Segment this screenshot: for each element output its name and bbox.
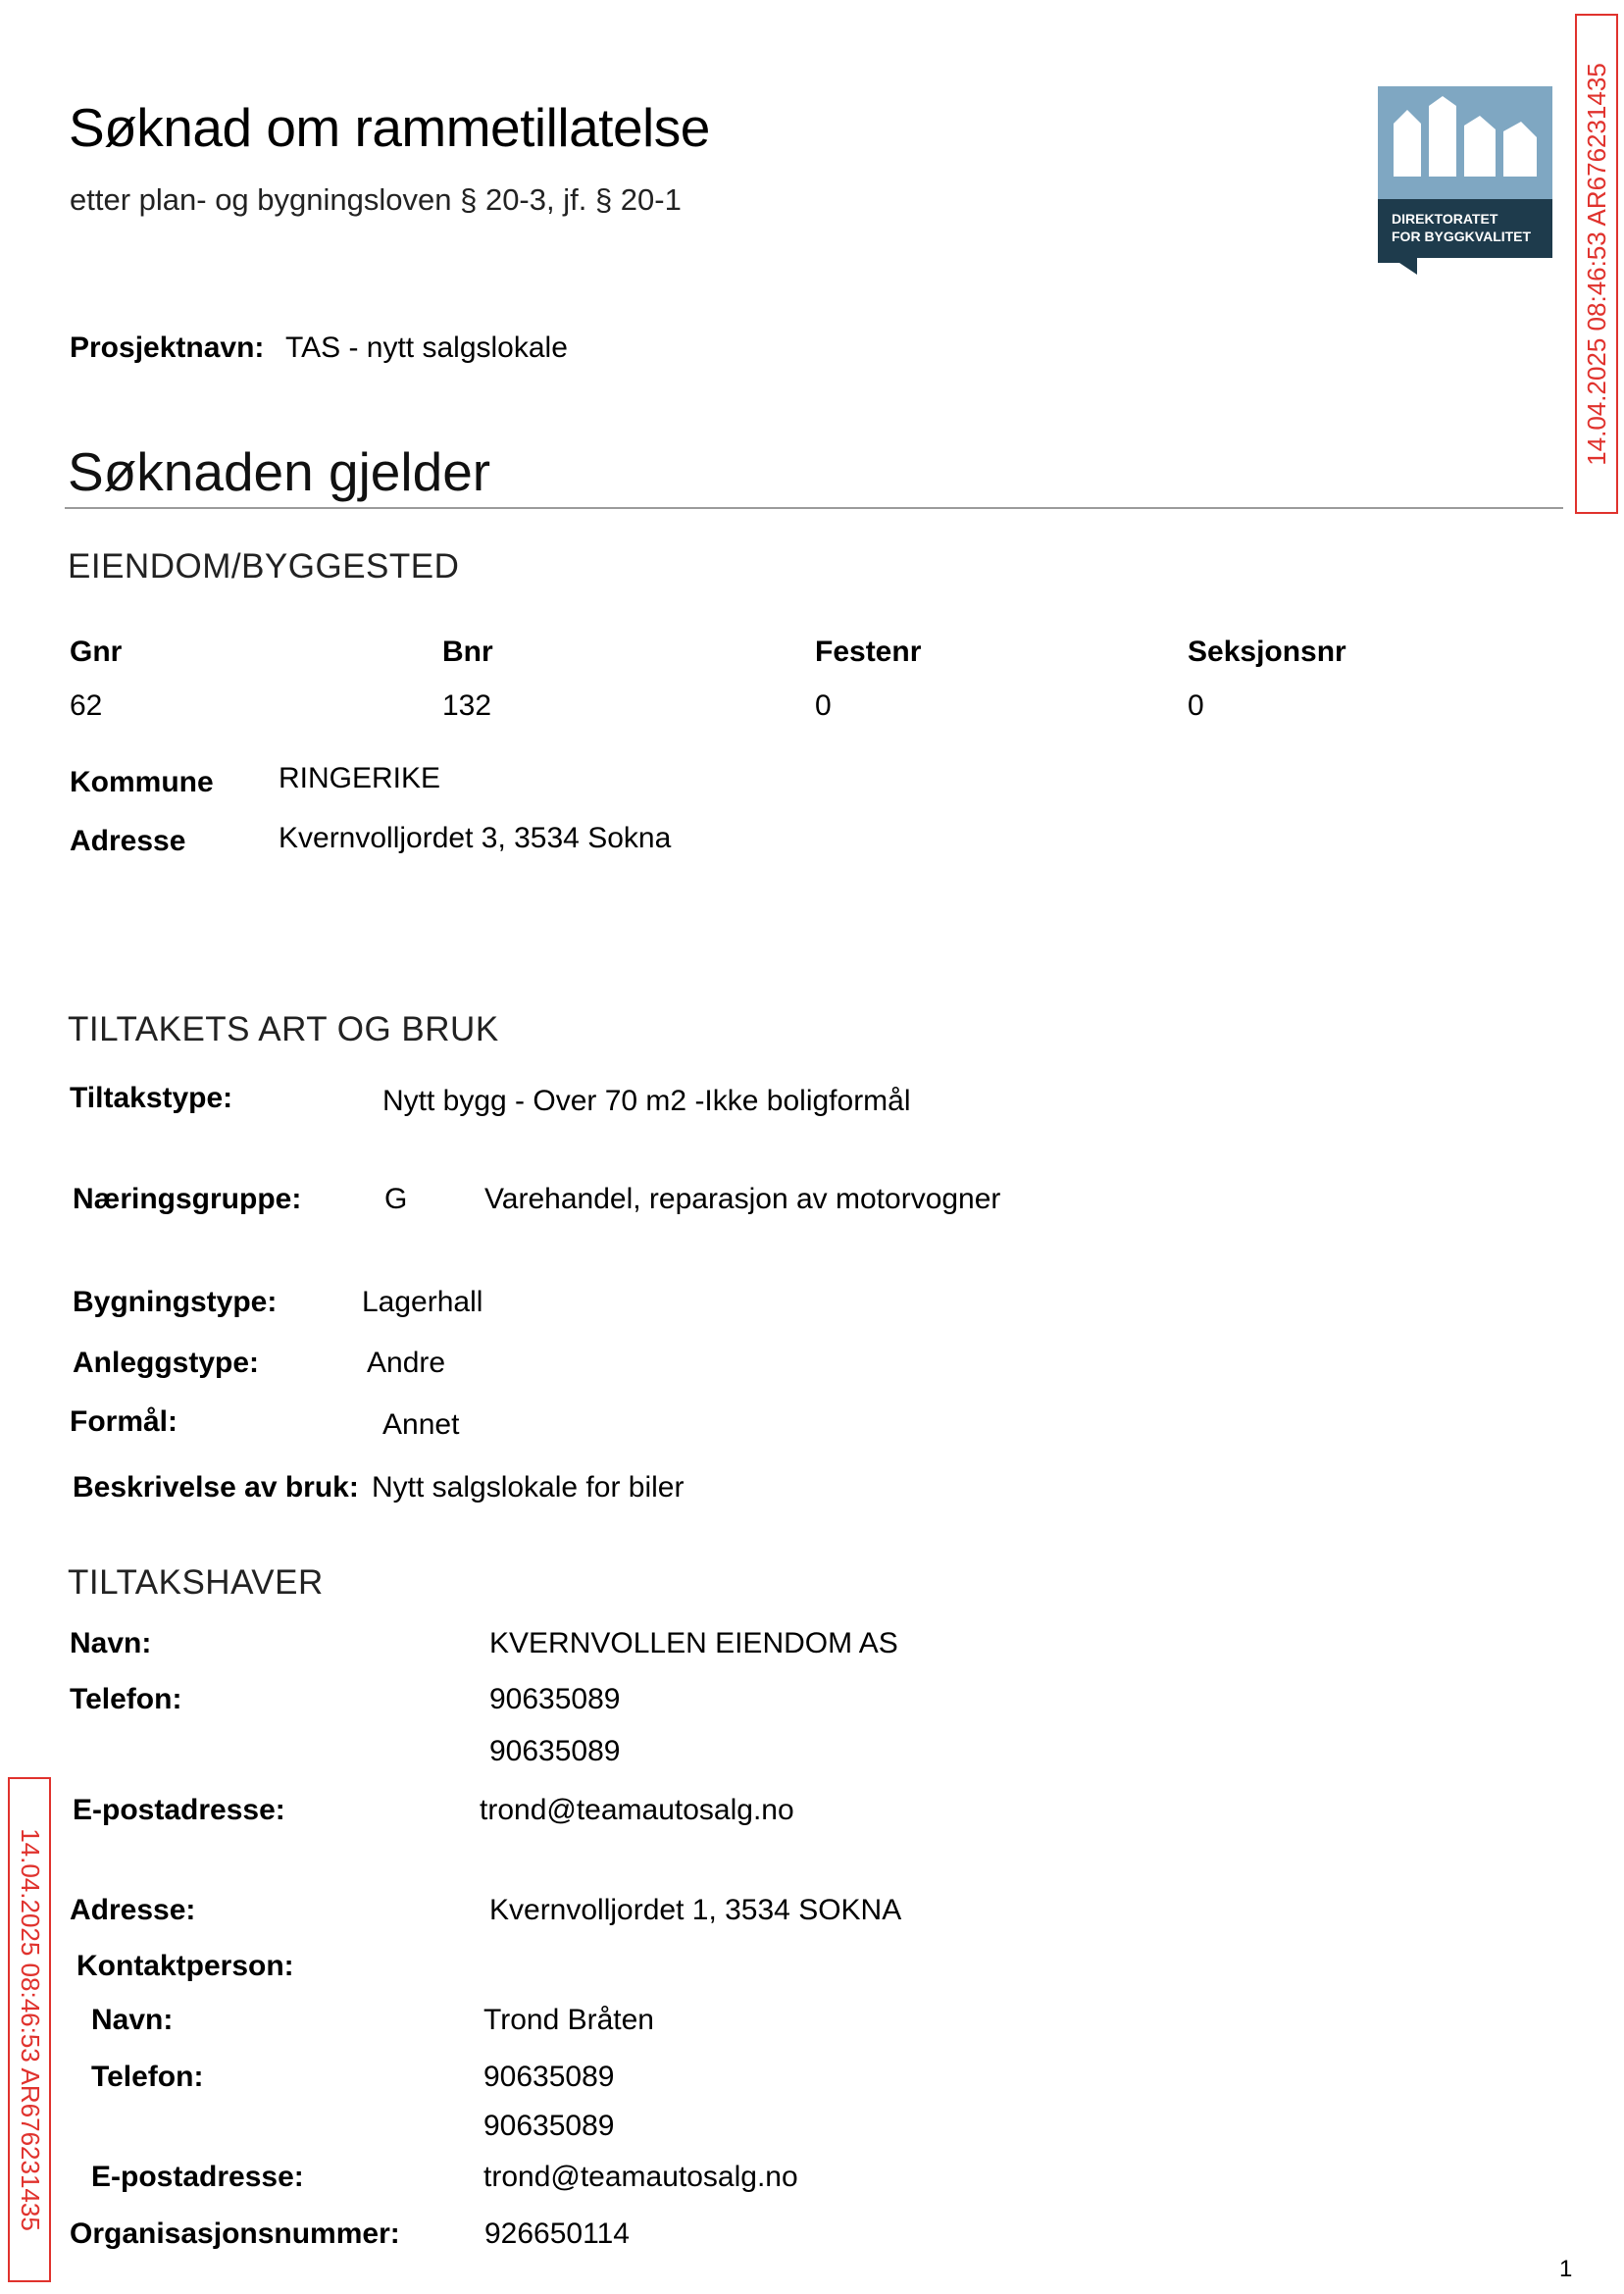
stamp-text: 14.04.2025 08:46:53 AR676231435 — [1581, 62, 1611, 466]
festenr-value: 0 — [815, 689, 832, 722]
formal-label: Formål: — [70, 1405, 178, 1438]
epost-label: E-postadresse: — [73, 1794, 285, 1826]
anleggstype-label: Anleggstype: — [73, 1347, 260, 1379]
kontakt-epost-value: trond@teamautosalg.no — [483, 2161, 798, 2193]
stamp-text: 14.04.2025 08:46:53 AR676231435 — [15, 1828, 45, 2231]
kontakt-epost-label: E-postadresse: — [91, 2161, 304, 2193]
tiltakstype-value: Nytt bygg - Over 70 m2 -Ikke boligformål — [382, 1085, 911, 1117]
festenr-label: Festenr — [815, 636, 922, 668]
telefon-label: Telefon: — [70, 1683, 182, 1715]
tiltakshaver-adresse-value: Kvernvolljordet 1, 3534 SOKNA — [489, 1894, 902, 1926]
kontakt-telefon-label: Telefon: — [91, 2061, 204, 2093]
gnr-value: 62 — [70, 689, 103, 722]
kontakt-telefon-value-2: 90635089 — [483, 2110, 615, 2142]
project-label: Prosjektnavn: — [70, 331, 265, 364]
naeringsgruppe-value: Varehandel, reparasjon av motorvogner — [484, 1183, 1001, 1215]
kontakt-navn-value: Trond Bråten — [483, 2004, 654, 2036]
svg-text:FOR BYGGKVALITET: FOR BYGGKVALITET — [1392, 229, 1532, 244]
tiltakstype-label: Tiltakstype: — [70, 1082, 233, 1114]
kontakt-navn-label: Navn: — [91, 2004, 174, 2036]
section-title: Søknaden gjelder — [68, 441, 491, 502]
adresse-label: Adresse — [70, 825, 186, 857]
beskrivelse-value: Nytt salgslokale for biler — [372, 1471, 685, 1504]
bnr-label: Bnr — [442, 636, 493, 668]
tiltakshaver-heading: TILTAKSHAVER — [68, 1563, 324, 1602]
kommune-value: RINGERIKE — [279, 762, 441, 794]
bnr-value: 132 — [442, 689, 492, 722]
gnr-label: Gnr — [70, 636, 123, 668]
bygningstype-label: Bygningstype: — [73, 1286, 278, 1318]
adresse-value: Kvernvolljordet 3, 3534 Sokna — [279, 822, 672, 854]
naeringsgruppe-label: Næringsgruppe: — [73, 1183, 302, 1215]
project-value: TAS - nytt salgslokale — [285, 331, 568, 364]
bygningstype-value: Lagerhall — [362, 1286, 483, 1318]
seksjonsnr-value: 0 — [1188, 689, 1204, 722]
page-number: 1 — [1559, 2256, 1573, 2282]
navn-label: Navn: — [70, 1627, 152, 1659]
svg-text:DIREKTORATET: DIREKTORATET — [1392, 211, 1498, 227]
document-title: Søknad om rammetillatelse — [69, 97, 710, 158]
dibk-logo — [1378, 86, 1552, 275]
anleggstype-value: Andre — [367, 1347, 446, 1379]
telefon-value-1: 90635089 — [489, 1683, 621, 1715]
kommune-label: Kommune — [70, 766, 214, 798]
building-logo-icon — [1378, 86, 1552, 275]
formal-value: Annet — [382, 1408, 460, 1441]
orgnr-label: Organisasjonsnummer: — [70, 2218, 400, 2250]
seksjonsnr-label: Seksjonsnr — [1188, 636, 1346, 668]
eiendom-heading: EIENDOM/BYGGESTED — [68, 547, 460, 586]
telefon-value-2: 90635089 — [489, 1735, 621, 1767]
navn-value: KVERNVOLLEN EIENDOM AS — [489, 1627, 898, 1659]
tiltakshaver-adresse-label: Adresse: — [70, 1894, 196, 1926]
registration-stamp-bottom — [8, 1777, 51, 2282]
registration-stamp-top — [1575, 14, 1618, 514]
orgnr-value: 926650114 — [484, 2218, 630, 2250]
naeringsgruppe-code: G — [384, 1183, 408, 1215]
epost-value: trond@teamautosalg.no — [480, 1794, 794, 1826]
section-divider — [65, 507, 1563, 509]
document-subtitle: etter plan- og bygningsloven § 20-3, jf. § 20-1 — [70, 182, 682, 217]
tiltak-heading: TILTAKETS ART OG BRUK — [68, 1010, 499, 1048]
kontakt-telefon-value-1: 90635089 — [483, 2061, 615, 2093]
kontaktperson-label: Kontaktperson: — [76, 1950, 294, 1982]
beskrivelse-label: Beskrivelse av bruk: — [73, 1471, 359, 1504]
